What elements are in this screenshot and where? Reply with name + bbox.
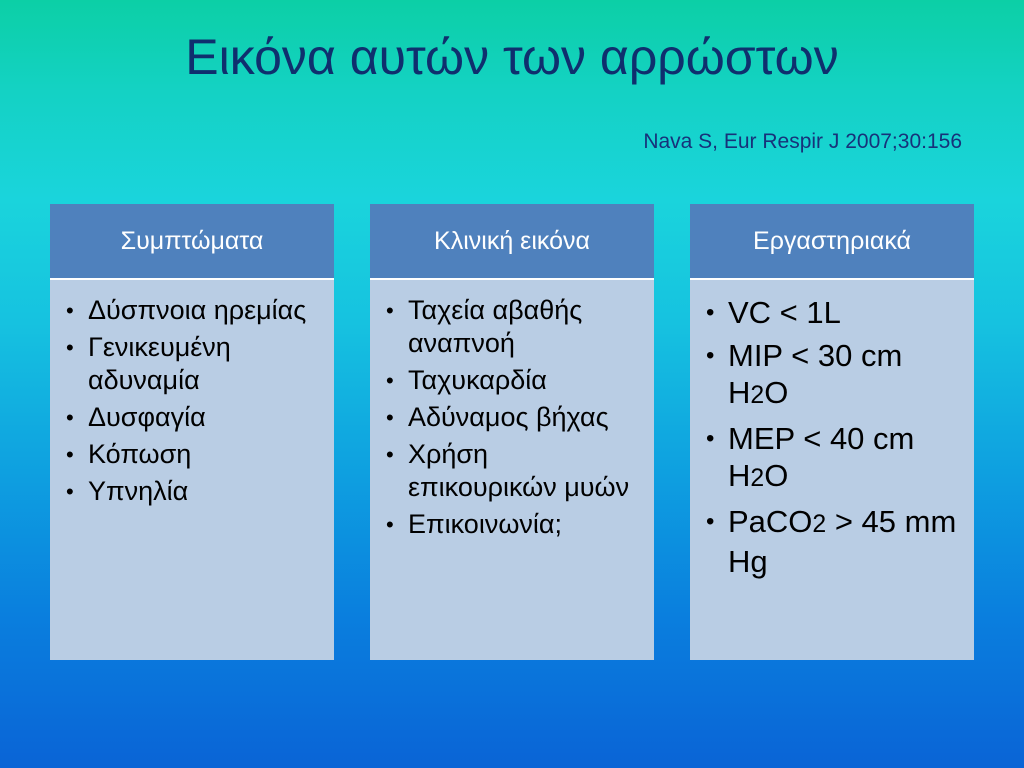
item-text: PaCO [728, 504, 813, 539]
bullet-icon: • [66, 335, 74, 360]
bullet-icon: • [706, 342, 715, 369]
bullet-icon: • [706, 425, 715, 452]
list-item [64, 401, 322, 434]
bullet-icon: • [706, 508, 715, 535]
bullet-icon: • [66, 405, 74, 430]
item-text: Δύσπνοια ηρεμίας [88, 295, 307, 325]
bullet-icon: • [66, 442, 74, 467]
slide-title: Εικόνα αυτών των αρρώστων [185, 29, 839, 85]
item-text-tail: O [764, 375, 789, 410]
item-text: Ταχυκαρδία [408, 365, 547, 395]
item-text: Κόπωση [88, 439, 192, 469]
bullet-icon: • [706, 299, 715, 326]
clinical-header: Κλινική εικόνα [370, 204, 654, 280]
subscript: 2 [750, 465, 765, 492]
item-text: Χρήση επικουρικών μυών [408, 439, 630, 502]
item-text-tail: > 45 mm Hg [728, 504, 957, 579]
list-item [384, 438, 642, 504]
item-text: MEP < 40 cm H [728, 421, 915, 493]
bullet-icon: • [386, 368, 394, 393]
citation: Nava S, Eur Respir J 2007;30:156 [643, 130, 962, 153]
laboratory-body [690, 280, 974, 660]
list-item [384, 364, 642, 397]
item-text: Δυσφαγία [88, 402, 206, 432]
symptoms-header: Συμπτώματα [50, 204, 334, 280]
bullet-icon: • [386, 442, 394, 467]
list-item [64, 294, 322, 327]
subscript: 2 [812, 511, 827, 538]
item-text: Γενικευμένη αδυναμία [88, 332, 231, 395]
item-text: Υπνηλία [88, 476, 189, 506]
list-item [64, 438, 322, 471]
bullet-icon: • [66, 479, 74, 504]
list-item [704, 294, 962, 331]
clinical-body [370, 280, 654, 660]
item-text: Επικοινωνία; [408, 509, 563, 539]
bullet-icon: • [386, 405, 394, 430]
laboratory-column [690, 204, 974, 660]
item-text: Ταχεία αβαθής αναπνοή [408, 295, 583, 358]
list-item [384, 508, 642, 541]
list-item [64, 475, 322, 508]
list-item [384, 401, 642, 434]
list-item [64, 331, 322, 397]
list-item [704, 503, 962, 580]
laboratory-list [704, 294, 962, 580]
clinical-column [370, 204, 654, 660]
list-item [704, 337, 962, 414]
bullet-icon: • [66, 298, 74, 323]
subscript: 2 [750, 382, 765, 409]
symptoms-list [64, 294, 322, 508]
list-item [384, 294, 642, 360]
bullet-icon: • [386, 512, 394, 537]
item-text-tail: O [764, 458, 789, 493]
item-text: Αδύναμος βήχας [408, 402, 609, 432]
bullet-icon: • [386, 298, 394, 323]
laboratory-header: Εργαστηριακά [690, 204, 974, 280]
symptoms-column [50, 204, 334, 660]
clinical-list [384, 294, 642, 541]
item-text: VC < 1L [728, 295, 841, 330]
item-text: MIP < 30 cm H [728, 338, 903, 410]
list-item [704, 420, 962, 497]
symptoms-body [50, 280, 334, 660]
